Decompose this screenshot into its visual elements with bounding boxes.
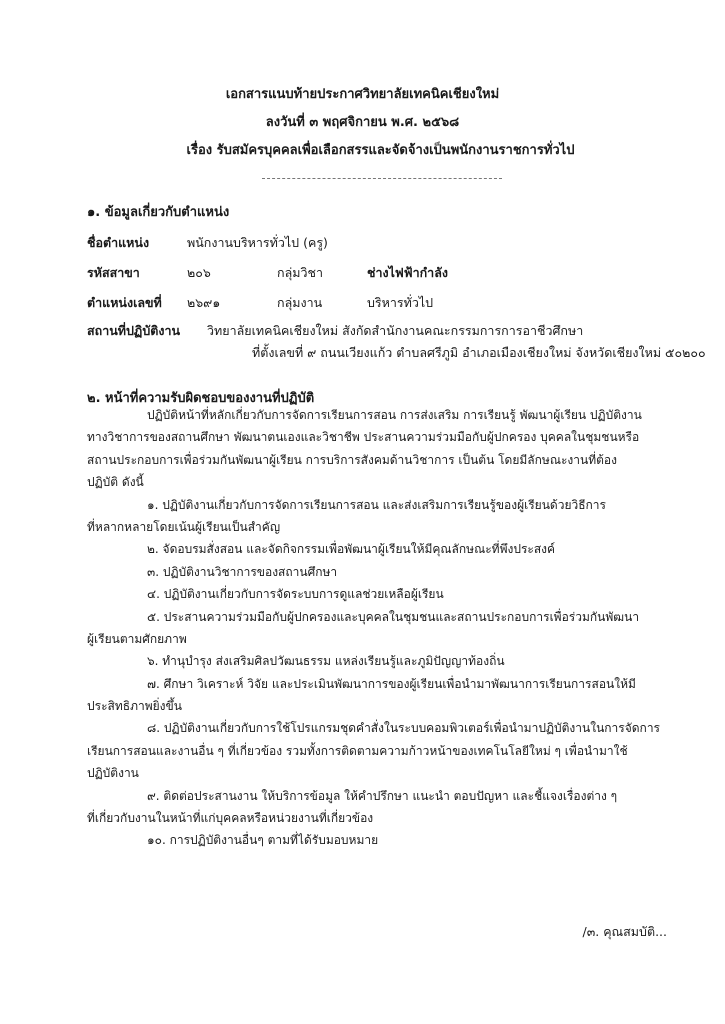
duty-item-1-cont: ที่หลากหลายโดยเน้นผู้เรียนเป็นสำคัญ (87, 519, 281, 534)
branch-label: รหัสสาขา (87, 265, 140, 280)
position-label: ชื่อตำแหน่ง (87, 235, 150, 250)
section2-heading: ๒. หน้าที่ความรับผิดชอบของงานที่ปฏิบัติ (87, 391, 315, 406)
duty-item-5-cont: ผู้เรียนตามศักยภาพ (87, 631, 187, 646)
duty-item-7: ๗. ศึกษา วิเคราะห์ วิจัย และประเมินพัฒนาการของผู้เรียนเพื่อนำมาพัฒนาการเรียนการสอนให้มี (147, 676, 636, 691)
announcement-date: ลงวันที่ ๓ พฤศจิกายน พ.ศ. ๒๕๖๘ (265, 115, 460, 130)
duty-item-3: ๓. ปฏิบัติงานวิชาการของสถานศึกษา (147, 564, 338, 579)
announcement-subject: เรื่อง รับสมัครบุคคลเพื่อเลือกสรรและจัดจ้างเป็นพนักงานราชการทั่วไป (186, 143, 575, 158)
location-line2: ที่ตั้งเลขที่ ๙ ถนนเวียงแก้ว ตำบลศรีภูมิ อำเภอเมืองเชียงใหม่ จังหวัดเชียงใหม่ ๕๐๒๐๐ (252, 345, 706, 360)
duty-item-9: ๙. ติดต่อประสานงาน ให้บริการข้อมูล ให้คำปรึกษา แนะนำ ตอบปัญหา และชี้แจงเรื่องต่าง ๆ (147, 788, 618, 803)
duty-item-8: ๘. ปฏิบัติงานเกี่ยวกับการใช้โปรแกรมชุดคำสั่งในระบบคอมพิวเตอร์เพื่อนำมาปฏิบัติงานในการจัดการ (147, 721, 660, 736)
duty-item-1: ๑. ปฏิบัติงานเกี่ยวกับการจัดการเรียนการสอน และส่งเสริมการเรียนรู้ของผู้เรียนด้วยวิธีการ (147, 497, 606, 512)
position-number-label: ตำแหน่งเลขที่ (87, 295, 162, 310)
subject-group-value: ช่างไฟฟ้ากำลัง (367, 265, 448, 280)
position-value: พนักงานบริหารทั่วไป (ครู) (187, 235, 328, 250)
location-line1: วิทยาลัยเทคนิคเชียงใหม่ สังกัดสำนักงานคณะกรรมการการอาชีวศึกษา (207, 323, 584, 338)
dashed-divider (262, 178, 502, 179)
branch-value: ๒๐๖ (187, 265, 211, 280)
duties-line: ปฏิบัติหน้าที่หลักเกี่ยวกับการจัดการเรียนการสอน การส่งเสริม การเรียนรู้ พัฒนาผู้เรียน ปฏิบัติงาน (147, 408, 642, 422)
duties-line: ทางวิชาการของสถานศึกษา พัฒนาตนเองและวิชาชีพ ประสานความร่วมมือกับผู้ปกครอง บุคคลในชุมชนหรือ (87, 430, 640, 445)
announcement-title: เอกสารแนบท้ายประกาศวิทยาลัยเทคนิคเชียงใหม่ (225, 87, 500, 102)
section1-heading: ๑. ข้อมูลเกี่ยวกับตำแหน่ง (87, 205, 230, 220)
location-label: สถานที่ปฏิบัติงาน (87, 323, 181, 338)
page-continuation: /๓. คุณสมบัติ... (582, 924, 667, 939)
duty-item-7-cont: ประสิทธิภาพยิ่งขึ้น (87, 699, 182, 714)
duties-line: สถานประกอบการเพื่อร่วมกันพัฒนาผู้เรียน การบริการสังคมด้านวิชาการ เป็นต้น โดยมีลักษณะงานที่ต้อง (87, 452, 617, 467)
duty-item-10: ๑๐. การปฏิบัติงานอื่นๆ ตามที่ได้รับมอบหมาย (147, 833, 379, 848)
duty-item-8-cont: ปฏิบัติงาน (87, 766, 139, 781)
duty-item-8-cont: เรียนการสอนและงานอื่น ๆ ที่เกี่ยวข้อง รวมทั้งการติดตามความก้าวหน้าของเทคโนโลยีใหม่ ๆ เพื่อนำมาใช้ (87, 743, 628, 758)
work-group-label: กลุ่มงาน (277, 295, 323, 310)
duty-item-4: ๔. ปฏิบัติงานเกี่ยวกับการจัดระบบการดูแลช่วยเหลือผู้เรียน (147, 587, 444, 602)
duty-item-6: ๖. ทำนุบำรุง ส่งเสริมศิลปวัฒนธรรม แหล่งเรียนรู้และภูมิปัญญาท้องถิ่น (147, 654, 505, 669)
work-group-value: บริหารทั่วไป (367, 295, 434, 310)
position-number-value: ๒๖๙๑ (187, 295, 221, 310)
duties-paragraph (87, 404, 667, 852)
subject-group-label: กลุ่มวิชา (277, 265, 323, 280)
duty-item-9-cont: ที่เกี่ยวกับงานในหน้าที่แก่บุคคลหรือหน่วยงานที่เกี่ยวข้อง (87, 811, 374, 826)
duty-item-5: ๕. ประสานความร่วมมือกับผู้ปกครองและบุคคลในชุมชนและสถานประกอบการเพื่อร่วมกันพัฒนา (147, 609, 640, 624)
duties-line: ปฏิบัติ ดังนี้ (87, 475, 144, 490)
duty-item-2: ๒. จัดอบรมสั่งสอน และจัดกิจกรรมเพื่อพัฒนาผู้เรียนให้มีคุณลักษณะที่พึงประสงค์ (147, 542, 556, 557)
